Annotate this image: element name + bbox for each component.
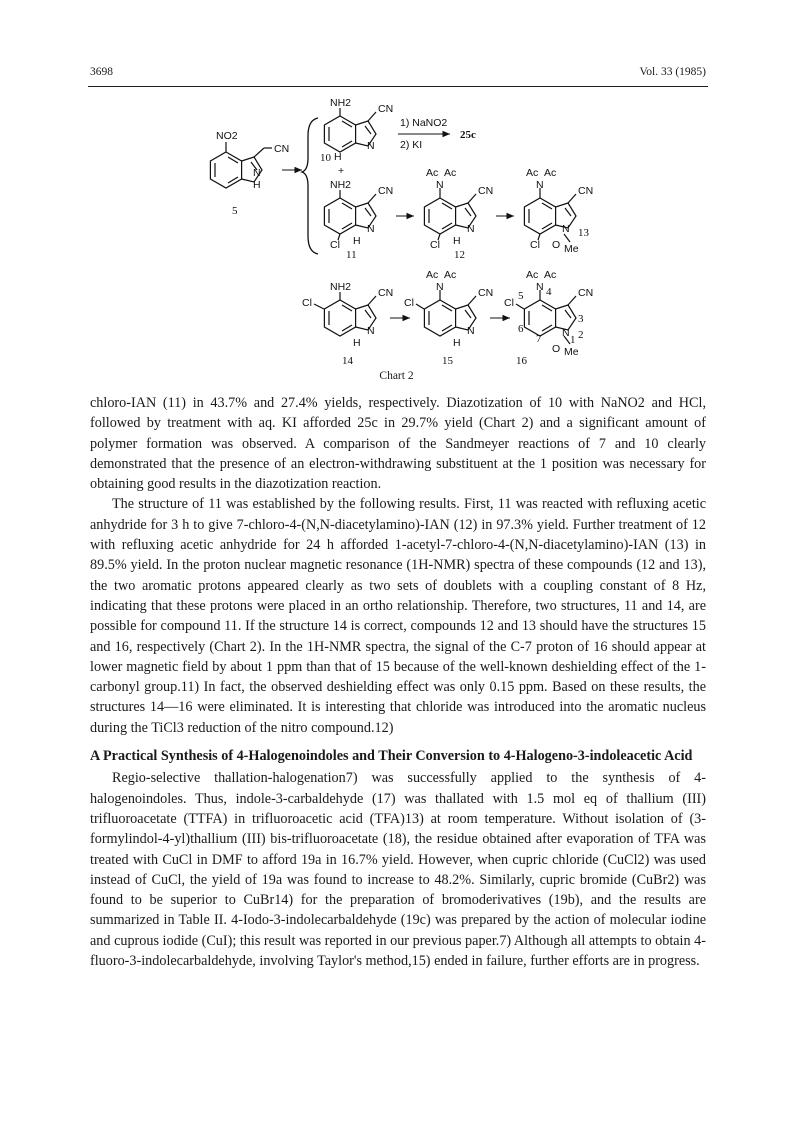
label-cn: CN: [274, 143, 290, 155]
section-heading: A Practical Synthesis of 4-Halogenoindoles and Their Conversion to 4-Halogeno-3-indoleacetic Acid: [90, 748, 693, 765]
label-ac: Ac: [444, 167, 457, 179]
label-cl: Cl: [404, 297, 414, 309]
compound-10: [320, 97, 393, 177]
label-h: H: [353, 235, 361, 247]
label-me: Me: [564, 243, 579, 255]
label-n: N: [467, 325, 475, 337]
label-position-3: 3: [578, 313, 584, 325]
label-compound-15: 15: [442, 355, 453, 367]
paragraph-3: Regio-selective thallation-halogenation7) was successfully applied to the synthesis of 4-halogenoindoles. Thus, indole-3-carbaldehyde (17) was thallated with 1.5 mol eq of thallium (III) trifluoroacetate (TTFA) in trifluoroacetic acid (TFA)13) at room temperature. Without isolation of (3-formylindol-4-yl)thallium (III) bis-trifluoroacetate (18), the residue obtained after evaporation of TFA was treated with CuCl in DMF to afford 19a in 16.7% yield. However, when cupric chloride (CuCl2) was used instead of CuCl, the yield of 19a was found to increase to 48.2%. Similarly, cupric bromide (CuBr2) was found to be superior to CuBr14) for the preparation of bromoderivatives (19b), and the results are summarized in Table II. 4-Iodo-3-indolecarbaldehyde (19c) was prepared by the action of molecular iodine and cuprous iodide (CuI); this result was reported in our previous paper.7) Although all attempts to obtain 4-fluoro-3-indolecarbaldehyde, involving Taylor's method,15) ended in failure, further efforts are in progress.: [90, 770, 706, 970]
label-cn: CN: [478, 287, 494, 299]
label-h: H: [353, 337, 361, 349]
label-position-7: 7: [536, 333, 542, 345]
body-text: [90, 393, 706, 971]
label-ac: Ac: [444, 269, 457, 281]
label-o: O: [552, 239, 561, 251]
label-cn: CN: [378, 103, 394, 115]
label-n: N: [367, 223, 375, 235]
reaction-scheme: [150, 96, 630, 368]
volume-info: Vol. 33 (1985): [639, 66, 706, 78]
label-ac: Ac: [544, 167, 557, 179]
compound-12: [424, 167, 493, 261]
label-ac: Ac: [526, 269, 539, 281]
label-plus: +: [338, 165, 345, 177]
label-ac: Ac: [544, 269, 557, 281]
label-nh2: NH2: [330, 281, 352, 293]
label-cl: Cl: [530, 239, 540, 251]
label-nh2: NH2: [330, 97, 352, 109]
label-compound-12: 12: [454, 249, 465, 261]
page-number: 3698: [90, 66, 113, 78]
compound-16: [504, 269, 593, 367]
label-ac: Ac: [526, 167, 539, 179]
compound-5: [210, 130, 289, 217]
label-compound-25c: 25c: [460, 129, 476, 141]
diazotization-arrow: [398, 117, 476, 151]
label-ac: Ac: [426, 167, 439, 179]
label-compound-13: 13: [578, 227, 589, 239]
label-h: H: [453, 235, 461, 247]
label-compound-16: 16: [516, 355, 527, 367]
compound-13: [524, 167, 593, 255]
compound-11: [324, 179, 393, 261]
label-position-4: 4: [546, 286, 552, 298]
chart-caption: Chart 2: [379, 370, 414, 382]
label-compound-10: 10: [320, 152, 331, 164]
label-cn: CN: [378, 185, 394, 197]
label-compound-11: 11: [346, 249, 357, 261]
label-n: N: [562, 223, 570, 235]
label-step1: 1) NaNO2: [400, 117, 448, 129]
label-cl: Cl: [330, 239, 340, 251]
compound-15: [404, 269, 493, 367]
label-cl: Cl: [430, 239, 440, 251]
label-cn: CN: [378, 287, 394, 299]
label-position-5: 5: [518, 290, 524, 302]
paragraph-1: chloro-IAN (11) in 43.7% and 27.4% yields, respectively. Diazotization of 10 with NaNO2 and HCl, followed by treatment with aq. KI afforded 25c in 29.7% yield (Chart 2) and a significant amount of polymer formation was observed. A comparison of the Sandmeyer reactions of 7 and 10 clearly demonstrated that the presence of an electron-withdrawing substituent at the 1 position was necessary for obtaining good results in the diazotization reaction.: [90, 395, 706, 493]
label-n: N: [436, 281, 444, 293]
label-n: N: [436, 179, 444, 191]
label-position-1: 1: [570, 334, 576, 346]
label-position-2: 2: [578, 329, 584, 341]
label-h: H: [334, 151, 342, 163]
label-o: O: [552, 343, 561, 355]
label-n: N: [536, 281, 544, 293]
label-no2: NO2: [216, 130, 238, 142]
paragraph-2: The structure of 11 was established by the following results. First, 11 was reacted with refluxing acetic anhydride for 3 h to give 7-chloro-4-(N,N-diacetylamino)-IAN (12) in 97.3% yield. Further treatment of 12 with refluxing acetic anhydride for 24 h afforded 1-acetyl-7-chloro-4-(N,N-diacetylamino)-IAN (13) in 89.5% yield. In the proton nuclear magnetic resonance (1H-NMR) spectra of these compounds (12 and 13), the two aromatic protons appeared clearly as two sets of doublets with a coupling constant of 8 Hz, indicating that these protons were placed in an ortho relationship. Therefore, two structures, 11 and 14, are possible for compound 11. If the structure 14 is correct, compounds 12 and 13 should have the structures 15 and 16, respectively (Chart 2). In the 1H-NMR spectra, the signal of the C-7 proton of 16 should appear at lower magnetic field by about 1 ppm than that of 15 because of the well-known deshielding effect of the 1-carbonyl group.11) In fact, the observed deshielding effect was only 0.15 ppm. Based on these results, the structures 14—16 were eliminated. It is interesting that chloride was introduced into the aromatic nucleus during the TiCl3 reduction of the nitro compound.12): [90, 496, 706, 736]
label-compound-14: 14: [342, 355, 353, 367]
label-me: Me: [564, 346, 579, 358]
label-compound-5: 5: [232, 205, 238, 217]
label-cn: CN: [478, 185, 494, 197]
label-cl: Cl: [302, 297, 312, 309]
label-cn: CN: [578, 185, 594, 197]
label-n: N: [467, 223, 475, 235]
label-cn: CN: [578, 287, 594, 299]
header-rule: [88, 86, 708, 87]
brace: [302, 118, 318, 254]
compound-14: [302, 281, 393, 367]
label-h: H: [253, 179, 261, 191]
label-n: N: [562, 327, 570, 339]
label-position-6: 6: [518, 323, 524, 335]
label-n: N: [367, 325, 375, 337]
label-step2: 2) KI: [400, 139, 423, 151]
label-cl: Cl: [504, 297, 514, 309]
label-ac: Ac: [426, 269, 439, 281]
label-h: H: [453, 337, 461, 349]
label-n: N: [367, 140, 375, 152]
label-n: N: [536, 179, 544, 191]
label-n: N: [253, 167, 261, 179]
label-nh2: NH2: [330, 179, 352, 191]
